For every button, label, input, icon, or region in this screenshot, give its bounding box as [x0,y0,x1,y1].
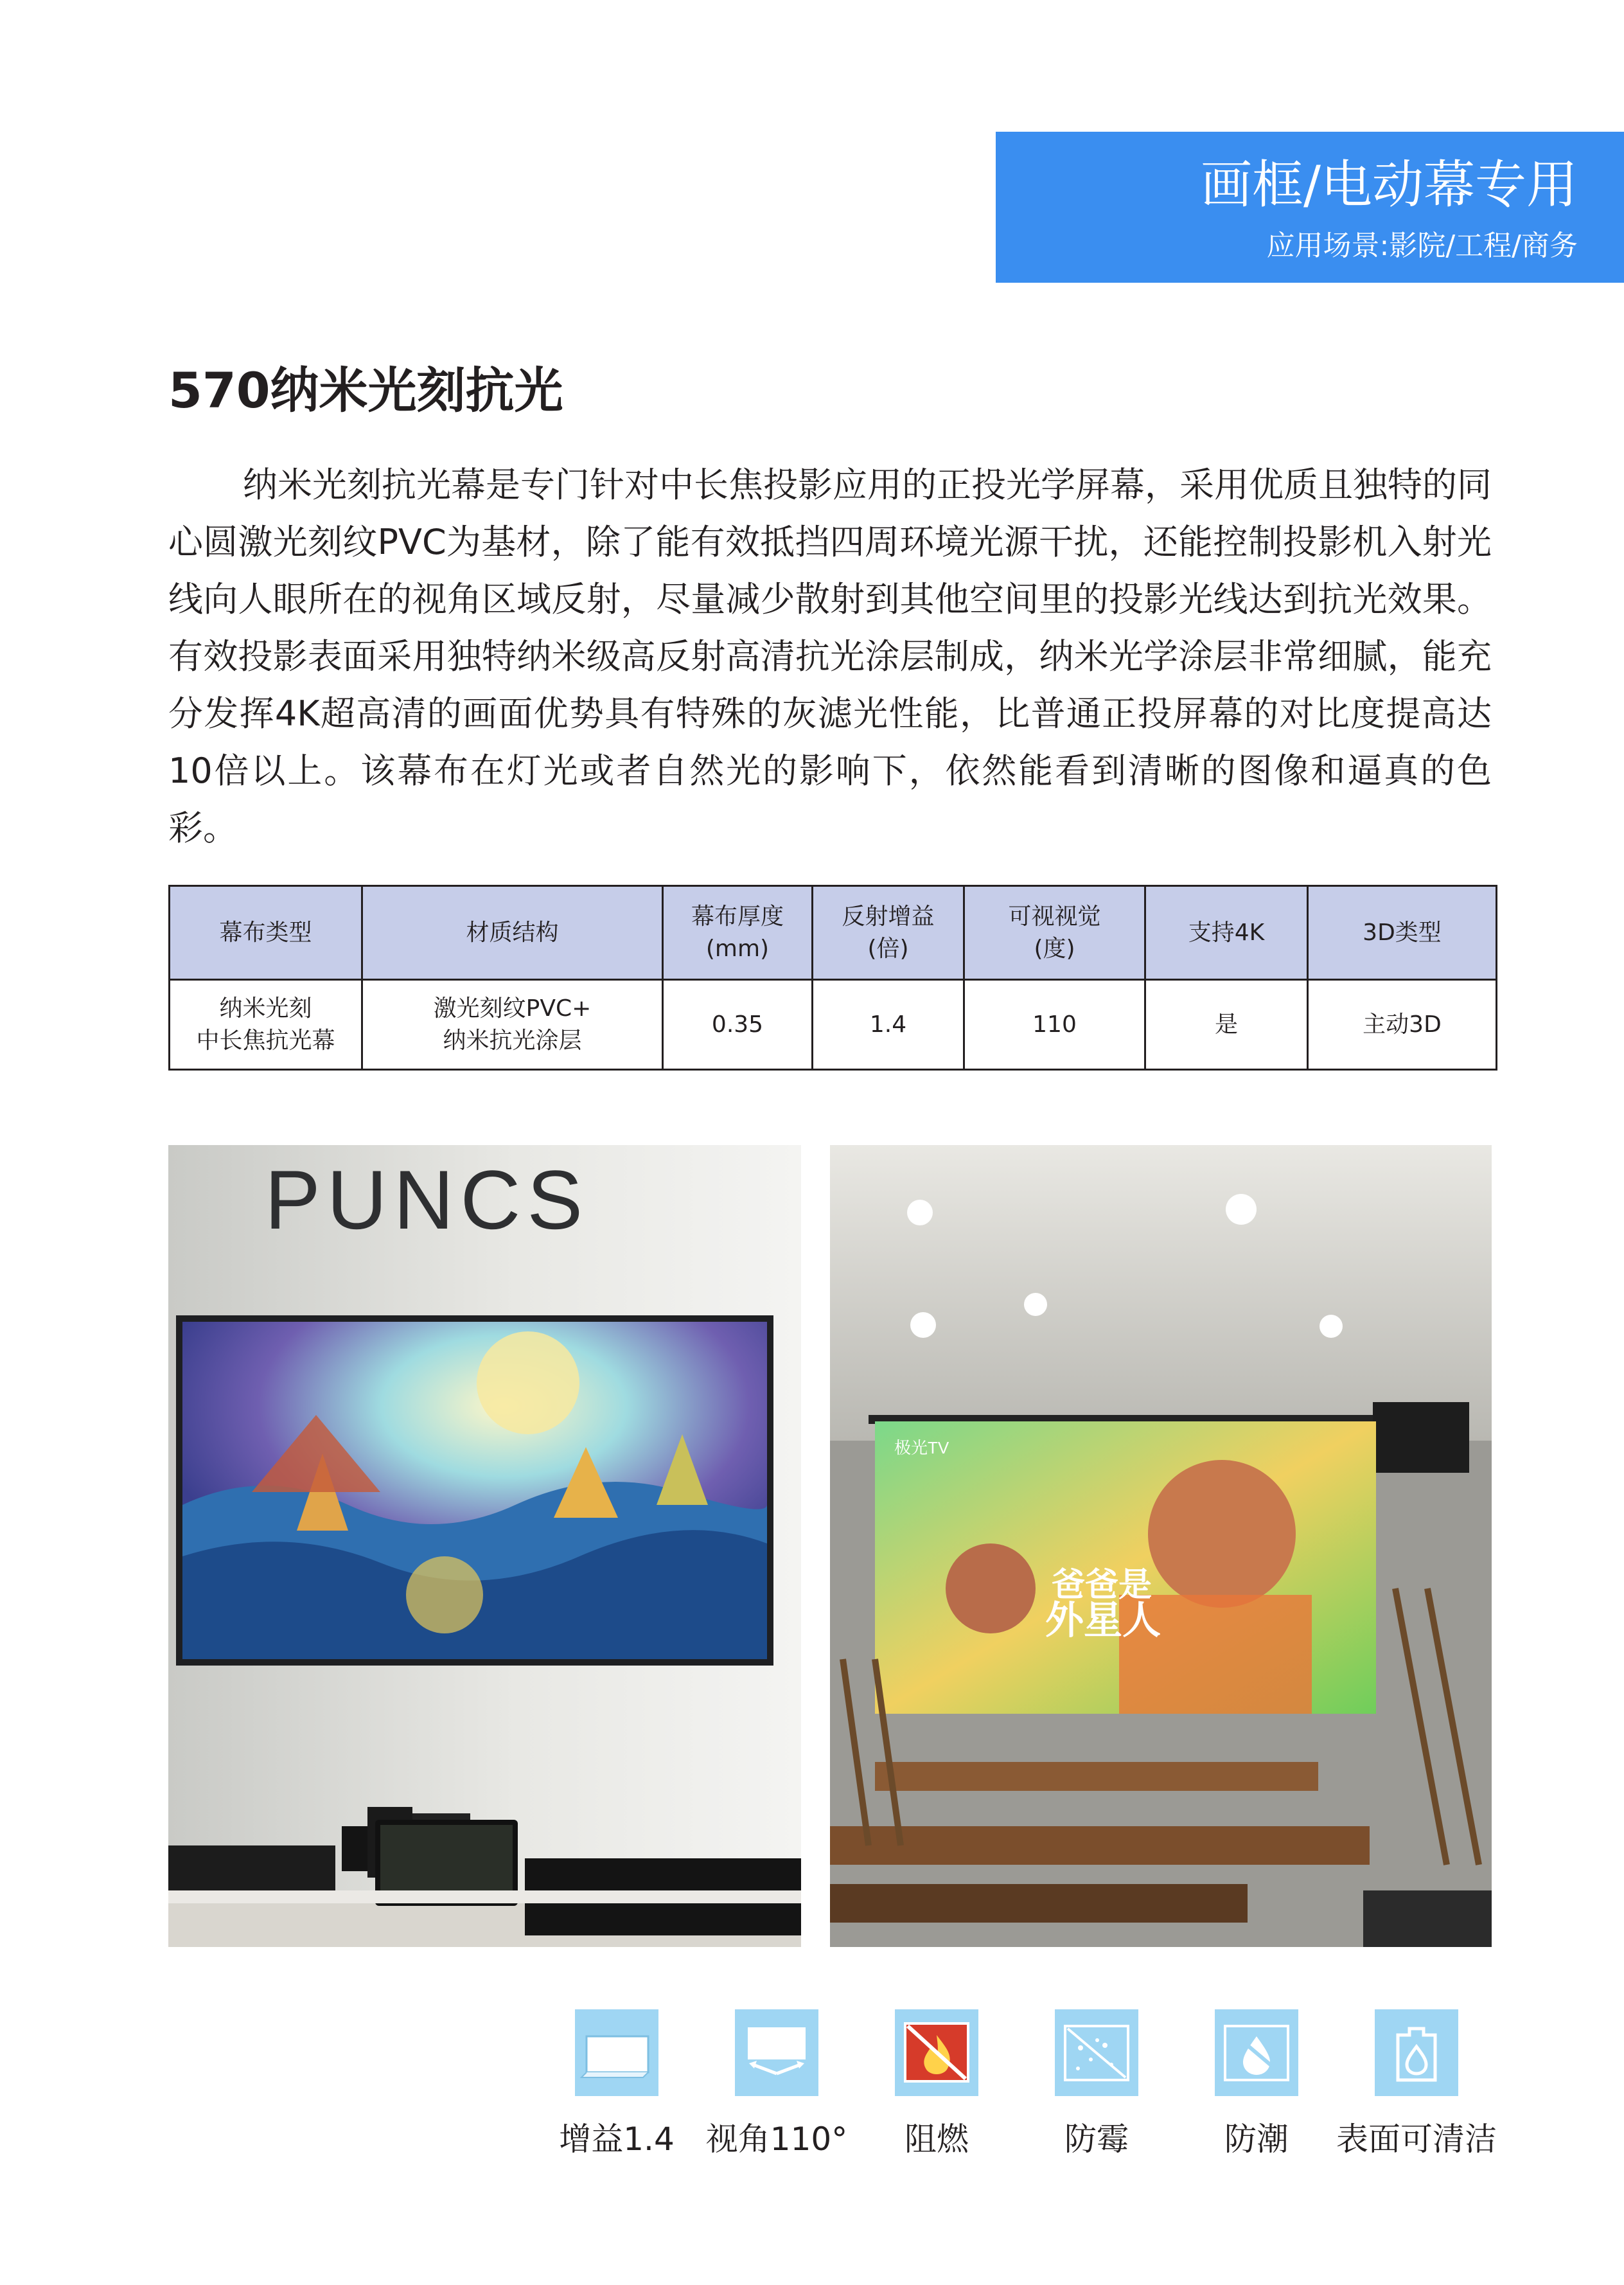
feature-cleanable-surface [1336,2009,1497,2158]
feature-label: 防潮 [1224,2121,1289,2158]
banner-title: 画框/电动幕专用 [1201,155,1578,215]
feature-viewing-angle [700,2009,854,2158]
screen-caption-line1: 爸爸是 [1052,1566,1152,1605]
feature-label: 表面可清洁 [1336,2121,1497,2158]
feature-label: 视角110° [705,2121,848,2158]
header-cell-viewing-angle: 可视视觉 (度) [964,886,1145,980]
header-cell-screen-type: 幕布类型 [170,886,362,980]
venue-photo [830,1145,1492,1947]
cell-thickness: 0.35 [663,980,813,1070]
cell-3d-type: 主动3D [1308,980,1497,1070]
header-banner [996,132,1624,283]
header-cell-3d-type: 3D类型 [1308,886,1497,980]
brand-logo: PUNCS [265,1153,590,1247]
header-cell-material: 材质结构 [362,886,663,980]
cell-material: 激光刻纹PVC+ 纳米抗光涂层 [362,980,663,1070]
banner-subtitle: 应用场景:影院/工程/商务 [1266,229,1578,262]
moisture-proof-icon [1215,2009,1298,2096]
screen-gain-icon [575,2009,658,2096]
feature-label: 阻燃 [905,2121,969,2158]
cell-screen-type: 纳米光刻 中长焦抗光幕 [170,980,362,1070]
viewing-angle-icon [735,2009,818,2096]
spec-table-header-row [170,886,1497,980]
cell-gain: 1.4 [813,980,964,1070]
showroom-photo [168,1145,801,1947]
feature-label: 增益1.4 [559,2121,675,2158]
product-title: 570纳米光刻抗光 [168,362,563,419]
feature-flame-retardant [860,2009,1014,2158]
feature-label: 防霉 [1064,2121,1129,2158]
feature-anti-mold [1019,2009,1174,2158]
screen-logo: 极光TV [894,1438,949,1457]
flame-retardant-icon [895,2009,978,2096]
screen-caption-line2: 外星人 [1045,1598,1161,1643]
table-row [170,980,1497,1070]
feature-moisture-proof [1179,2009,1334,2158]
cell-viewing-angle: 110 [964,980,1145,1070]
header-cell-thickness: 幕布厚度 (mm) [663,886,813,980]
cell-4k: 是 [1145,980,1308,1070]
anti-mold-icon [1055,2009,1138,2096]
header-cell-4k: 支持4K [1145,886,1308,980]
feature-gain [540,2009,694,2158]
spec-table [168,885,1497,1071]
header-cell-gain: 反射增益 (倍) [813,886,964,980]
product-description: 纳米光刻抗光幕是专门针对中长焦投影应用的正投光学屏幕，采用优质且独特的同心圆激光刻纹PVC为基材，除了能有效抵挡四周环境光源干扰，还能控制投影机入射光线向人眼所在的视角区域反射，尽量减少散射到其他空间里的投影光线达到抗光效果。有效投影表面采用独特纳米级高反射高清抗光涂层制成，纳米光学涂层非常细腻，能充分发挥4K超高清的画面优势具有特殊的灰滤光性能，比普通正投屏幕的对比度提高达10倍以上。该幕布在灯光或者自然光的影响下，依然能看到清晰的图像和逼真的色彩。 [168,465,1492,848]
cleanable-surface-icon [1375,2009,1458,2096]
